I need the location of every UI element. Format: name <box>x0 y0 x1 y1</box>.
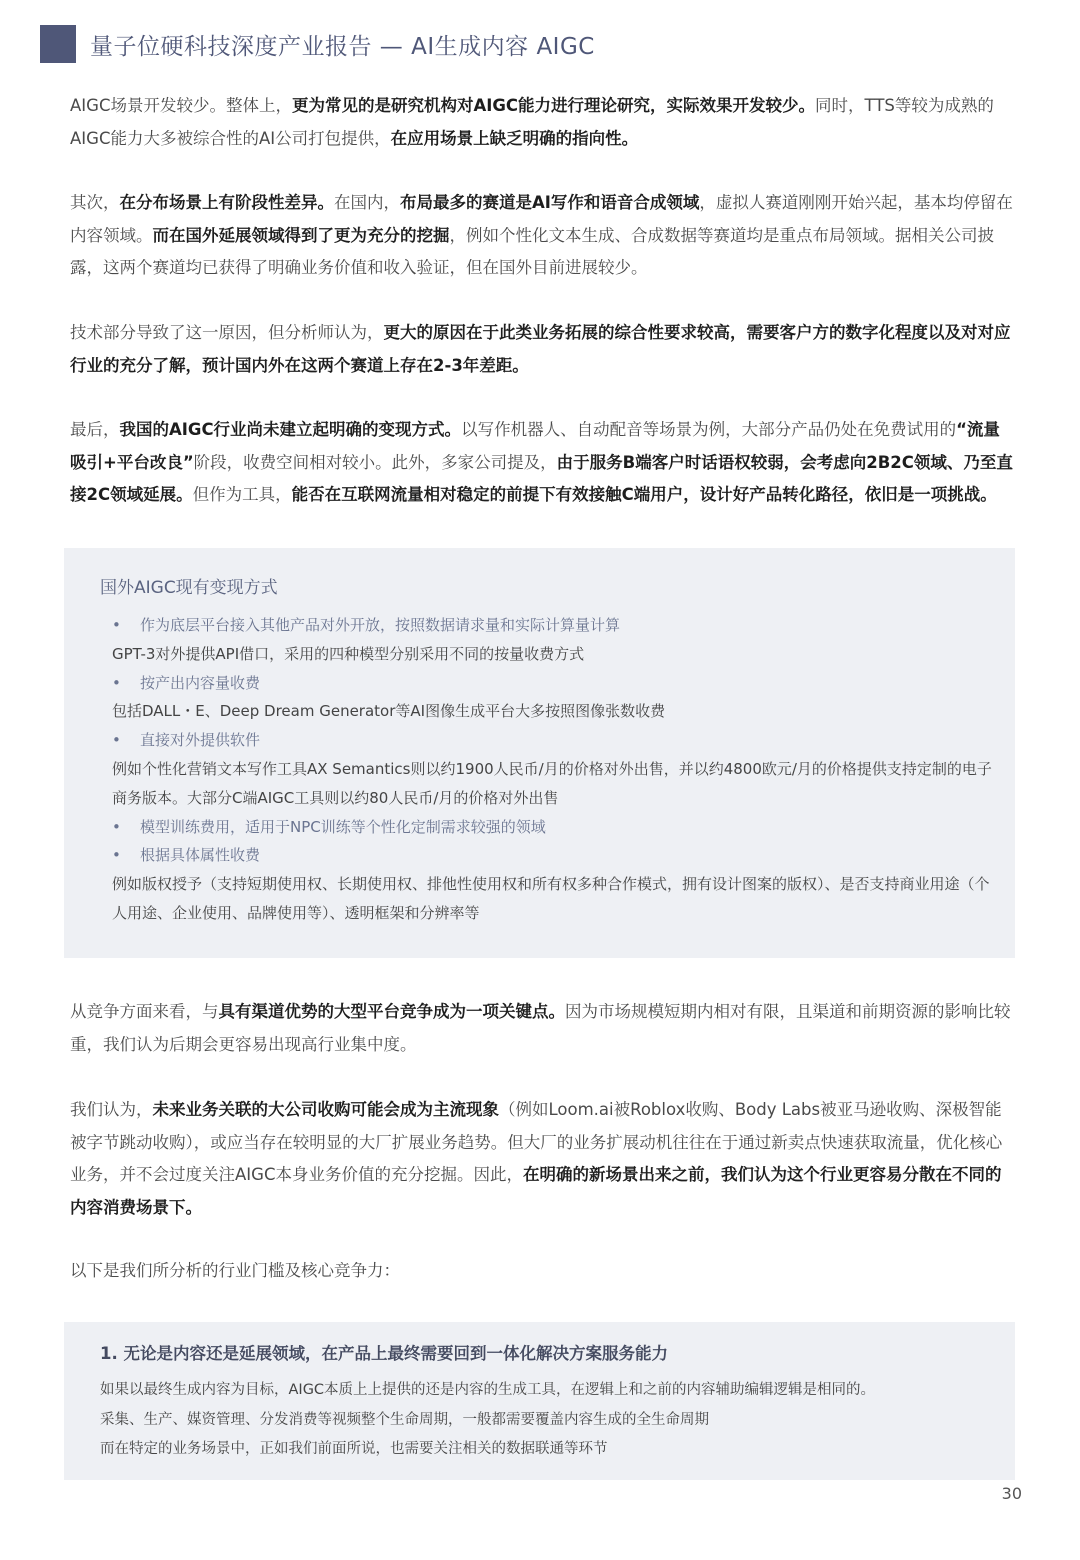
competitiveness-list <box>100 1376 980 1465</box>
para4-text-1: 最后， <box>70 420 120 439</box>
competitiveness-box <box>64 1322 1015 1480</box>
para1-bold-2: 在应用场景上缺乏明确的指向性。 <box>390 128 639 148</box>
page-header <box>40 24 595 64</box>
list-item <box>112 726 992 755</box>
list-detail: 例如个性化营销文本写作工具AX Semantics则以约1900人民币/月的价格对外出售，并以约4800欧元/月的价格提供支持定制的电子商务版本。大部分C端AIGC工具则以约80人民币/月的价格对外出售 <box>112 759 992 807</box>
para2-text-3: ，虚拟人赛道刚刚开始兴起，基本均停留在内容领域。 <box>70 193 1013 245</box>
para5-text-2: 因为市场规模短期内相对有限，且渠道和前期资源的影响比较重，我们认为后期会更容易出现高行业集中度。 <box>70 1002 1011 1054</box>
para2-text-2: 在国内， <box>334 193 400 212</box>
list-item <box>112 611 992 640</box>
paragraph-2 <box>70 187 1015 285</box>
para4-text-3: 阶段，收费空间相对较小。此外，多家公司提及， <box>193 452 557 472</box>
para2-bold-1: 在分布场景上有阶段性差异。 <box>119 193 334 212</box>
para1-text-1: AIGC场景开发较少。整体上， <box>70 96 292 115</box>
para6-text-2: （例如Loom.ai被Roblox收购、Body Labs被亚马逊收购、深极智能被字节跳动收购），或应当存在较明显的大厂扩展业务趋势。但大厂的业务扩展动机往往在于通过新卖点快速获取流量，优化核心业务，并不会过度关注AIGC本身业务价值的充分挖掘。因此， <box>70 1100 1003 1184</box>
monetization-list <box>112 611 992 928</box>
paragraph-5 <box>70 996 1015 1061</box>
list-line: 采集、生产、媒资管理、分发消费等视频整个生命周期，一般都需要覆盖内容生成的全生命周期 <box>100 1411 709 1428</box>
list-line: 如果以最终生成内容为目标，AIGC本质上上提供的还是内容的生成工具，在逻辑上和之前的内容辅助编辑逻辑是相同的。 <box>100 1382 876 1398</box>
para1-bold-1: 更为常见的是研究机构对AIGC能力进行理论研究，实际效果开发较少。 <box>291 96 816 115</box>
bullet-icon: • <box>112 846 121 865</box>
para3-bold-1: 更大的原因在于此类业务拓展的综合性要求较高，需要客户方的数字化程度以及对对应行业的充分了解，预计国内外在这两个赛道上存在2-3年差距。 <box>70 323 1011 375</box>
bullet-icon: • <box>112 616 121 634</box>
page-number: 30 <box>1001 1484 1022 1503</box>
para5-bold-1: 具有渠道优势的大型平台竞争成为一项关键点。 <box>218 1002 565 1021</box>
list-item <box>112 813 992 842</box>
para4-bold-2: “流量吸引+平台改良” <box>70 420 1000 472</box>
list-item-text: 作为底层平台接入其他产品对外开放，按照数据请求量和实际计算量计算 <box>140 616 621 634</box>
bullet-icon: • <box>112 673 121 692</box>
para2-text-4: ，例如个性化文本生成、合成数据等赛道均是重点布局领域。据相关公司披露，这两个赛道均已获得了明确业务价值和收入验证，但在国外目前进展较少。 <box>70 225 994 277</box>
para6-text-1: 我们认为， <box>70 1100 153 1119</box>
header-color-block <box>40 25 76 63</box>
list-item-text: 按产出内容量收费 <box>140 673 261 692</box>
paragraph-6 <box>70 1094 1015 1224</box>
list-item-text: 模型训练费用，适用于NPC训练等个性化定制需求较强的领域 <box>140 817 546 836</box>
list-line: 而在特定的业务场景中，正如我们前面所说，也需要关注相关的数据联通等环节 <box>100 1441 608 1457</box>
para4-bold-3: 由于服务B端客户时话语权较弱，会考虑向2B2C领域、乃至直接2C领域延展。 <box>70 452 1013 504</box>
bullet-icon: • <box>112 817 121 836</box>
para6-bold-1: 未来业务关联的大公司收购可能会成为主流现象 <box>152 1100 499 1119</box>
bullet-icon: • <box>112 731 121 750</box>
list-detail: 包括DALL・E、Deep Dream Generator等AI图像生成平台大多按照图像张数收费 <box>112 702 666 721</box>
competitiveness-box-title: 1. 无论是内容还是延展领域，在产品上最终需要回到一体化解决方案服务能力 <box>100 1344 668 1363</box>
paragraph-4 <box>70 414 1015 512</box>
list-item-text: 直接对外提供软件 <box>140 731 261 750</box>
list-item-text: 根据具体属性收费 <box>140 846 261 865</box>
para4-text-4: 但作为工具， <box>192 485 292 504</box>
paragraph-3 <box>70 317 1015 382</box>
list-detail: 例如版权授予（支持短期使用权、长期使用权、排他性使用权和所有权多种合作模式，拥有设计图案的版权）、是否支持商业用途（个人用途、企业使用、品牌使用等）、透明框架和分辨率等 <box>112 875 990 922</box>
para4-bold-1: 我国的AIGC行业尚未建立起明确的变现方式。 <box>119 420 462 439</box>
para5-text-1: 从竞争方面来看，与 <box>70 1002 219 1021</box>
para2-bold-3: 而在国外延展领域得到了更为充分的挖掘 <box>152 225 450 245</box>
monetization-box-title: 国外AIGC现有变现方式 <box>100 578 278 598</box>
para3-text-1: 技术部分导致了这一原因，但分析师认为， <box>70 323 384 342</box>
para2-text-1: 其次， <box>70 193 120 212</box>
para7-text-1: 以下是我们所分析的行业门槛及核心竞争力： <box>70 1261 400 1280</box>
para1-text-2: 同时，TTS等较为成熟的AIGC能力大多被综合性的AI公司打包提供， <box>70 96 994 148</box>
para4-bold-4: 能否在互联网流量相对稳定的前提下有效接触C端用户，设计好产品转化路径，依旧是一项挑战。 <box>291 485 997 504</box>
para4-text-2: 以写作机器人、自动配音等场景为例，大部分产品仍处在免费试用的 <box>461 420 957 439</box>
para2-bold-2: 布局最多的赛道是AI写作和语音合成领域 <box>400 193 700 212</box>
para6-bold-2: 在明确的新场景出来之前，我们认为这个行业更容易分散在不同的内容消费场景下。 <box>70 1165 1002 1217</box>
list-item <box>112 669 992 698</box>
paragraph-7 <box>70 1255 1015 1288</box>
list-detail: GPT-3对外提供API借口，采用的四种模型分别采用不同的按量收费方式 <box>112 644 585 663</box>
monetization-box <box>64 548 1015 958</box>
paragraph-1 <box>70 90 1015 155</box>
list-item <box>112 841 992 870</box>
header-title: 量子位硬科技深度产业报告 — AI生成内容 AIGC <box>90 33 595 60</box>
